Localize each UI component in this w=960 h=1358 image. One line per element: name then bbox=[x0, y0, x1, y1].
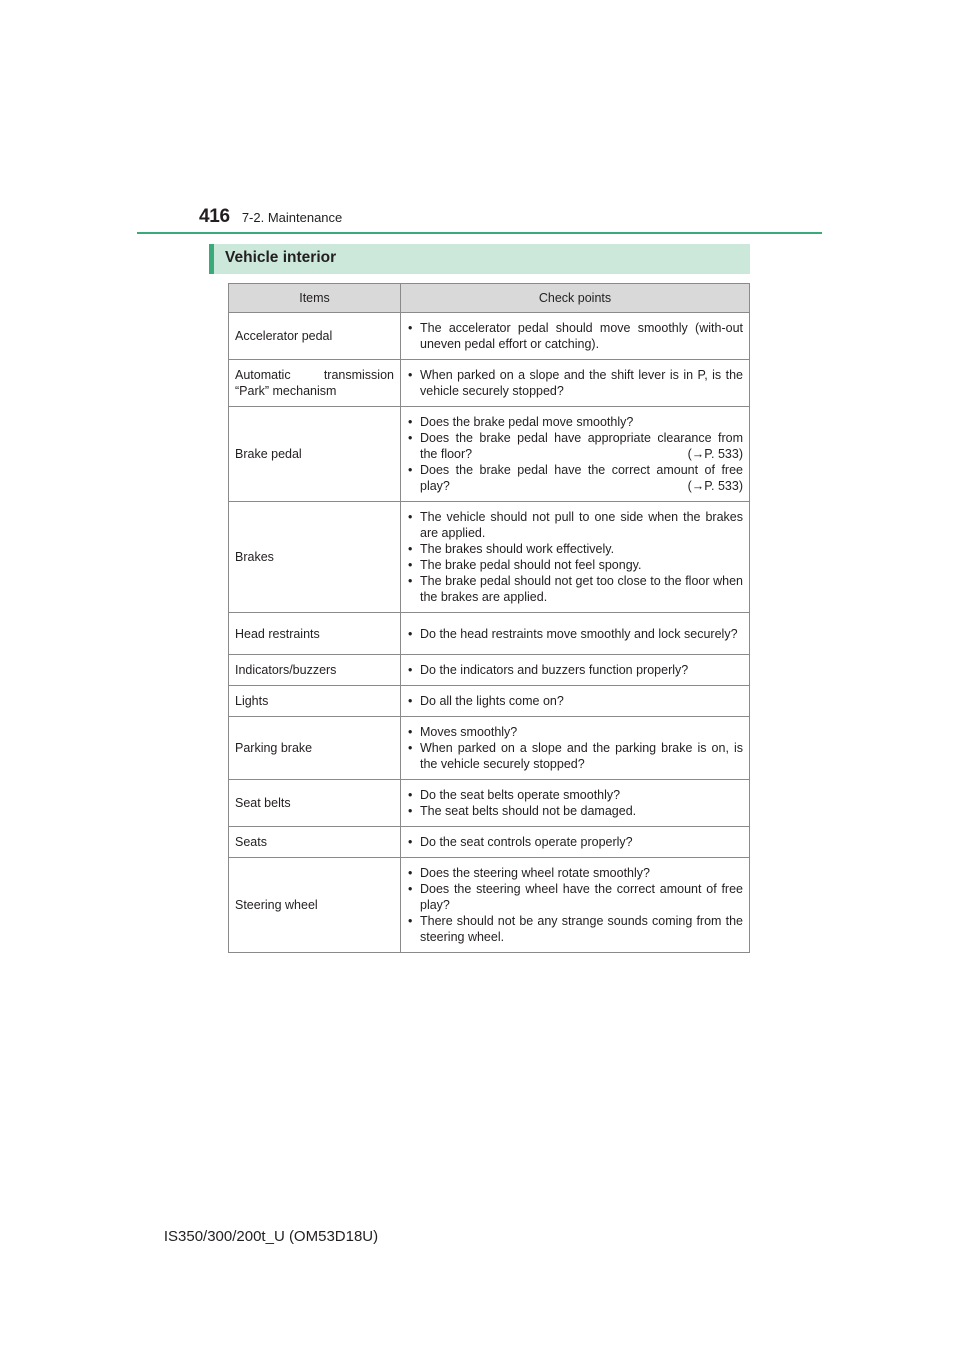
check-point-list bbox=[407, 320, 743, 352]
band-title: Vehicle interior bbox=[225, 249, 337, 266]
column-header-items: Items bbox=[229, 284, 401, 313]
row-item-label: Seat belts bbox=[229, 780, 401, 827]
check-point-list bbox=[407, 787, 743, 819]
check-point-list bbox=[407, 865, 743, 945]
check-table bbox=[228, 283, 750, 953]
check-point-item bbox=[407, 462, 743, 494]
table-row bbox=[229, 858, 750, 953]
table-row bbox=[229, 780, 750, 827]
check-point-text: Do the indicators and buzzers function properly? bbox=[420, 663, 689, 677]
table-header-row bbox=[229, 284, 750, 313]
row-check-points bbox=[401, 313, 750, 360]
check-point-text: The brake pedal should not feel spongy. bbox=[420, 558, 642, 572]
table-row bbox=[229, 717, 750, 780]
row-item-label: Seats bbox=[229, 827, 401, 858]
row-check-points bbox=[401, 717, 750, 780]
check-point-list bbox=[407, 693, 743, 709]
check-point-list bbox=[407, 509, 743, 605]
row-item-label: Brake pedal bbox=[229, 407, 401, 502]
check-point-text: Does the steering wheel have the correct amount of free play? bbox=[420, 882, 743, 912]
check-point-text: Does the brake pedal have the correct amount of free play? bbox=[420, 463, 743, 493]
check-point-item bbox=[407, 740, 743, 772]
page-reference: (→P. 533) bbox=[687, 479, 743, 493]
check-point-item bbox=[407, 881, 743, 913]
table-row bbox=[229, 613, 750, 655]
check-point-text: Does the steering wheel rotate smoothly? bbox=[420, 866, 650, 880]
check-point-list bbox=[407, 662, 743, 678]
check-point-item bbox=[407, 367, 743, 399]
table-body bbox=[229, 313, 750, 953]
row-item-label: Brakes bbox=[229, 502, 401, 613]
table-row bbox=[229, 502, 750, 613]
row-check-points bbox=[401, 686, 750, 717]
check-point-list bbox=[407, 367, 743, 399]
row-item-label: Parking brake bbox=[229, 717, 401, 780]
row-item-label: Automatic transmission “Park” mechanism bbox=[229, 360, 401, 407]
model-code: IS350/300/200t_U (OM53D18U) bbox=[163, 1228, 379, 1245]
table-row bbox=[229, 655, 750, 686]
check-point-text: Do the head restraints move smoothly and lock securely? bbox=[420, 626, 738, 641]
table-row bbox=[229, 407, 750, 502]
check-point-item bbox=[407, 320, 743, 352]
row-check-points bbox=[401, 502, 750, 613]
check-point-list bbox=[407, 834, 743, 850]
row-check-points bbox=[401, 858, 750, 953]
row-check-points bbox=[401, 613, 750, 655]
check-point-text: There should not be any strange sounds coming from the steering wheel. bbox=[420, 914, 743, 944]
row-item-label: Steering wheel bbox=[229, 858, 401, 953]
check-point-item bbox=[407, 541, 743, 557]
check-point-item bbox=[407, 626, 743, 642]
check-point-text: The brakes should work effectively. bbox=[420, 542, 615, 556]
check-point-text: Do the seat controls operate properly? bbox=[420, 835, 633, 849]
check-point-text: When parked on a slope and the parking brake is on, is the vehicle securely stopped? bbox=[420, 741, 743, 771]
check-point-text: The brake pedal should not get too close to the floor when the brakes are applied. bbox=[420, 574, 743, 604]
check-point-text: The accelerator pedal should move smoothly (with-out uneven pedal effort or catching). bbox=[420, 321, 743, 351]
row-item-label: Head restraints bbox=[229, 613, 401, 655]
table-row bbox=[229, 827, 750, 858]
check-point-item bbox=[407, 865, 743, 881]
row-check-points bbox=[401, 780, 750, 827]
check-point-item bbox=[407, 913, 743, 945]
check-point-item bbox=[407, 557, 743, 573]
check-point-text: Do the seat belts operate smoothly? bbox=[420, 788, 621, 802]
check-point-item bbox=[407, 724, 743, 740]
check-point-item bbox=[407, 834, 743, 850]
check-point-text: Do all the lights come on? bbox=[420, 694, 564, 708]
table-row bbox=[229, 313, 750, 360]
page-header bbox=[199, 206, 342, 228]
check-point-item bbox=[407, 509, 743, 541]
check-point-text: Does the brake pedal have appropriate clearance from the floor? bbox=[420, 431, 743, 461]
check-point-text: Moves smoothly? bbox=[420, 725, 518, 739]
row-check-points bbox=[401, 360, 750, 407]
check-point-item bbox=[407, 573, 743, 605]
check-point-item bbox=[407, 414, 743, 430]
check-point-item bbox=[407, 693, 743, 709]
row-check-points bbox=[401, 407, 750, 502]
check-point-text: The seat belts should not be damaged. bbox=[420, 804, 637, 818]
row-item-label: Indicators/buzzers bbox=[229, 655, 401, 686]
check-point-item bbox=[407, 803, 743, 819]
page-number: 416 bbox=[199, 206, 230, 227]
check-point-item bbox=[407, 787, 743, 803]
table-row bbox=[229, 360, 750, 407]
section-band bbox=[209, 244, 750, 274]
check-point-text: Does the brake pedal move smoothly? bbox=[420, 415, 634, 429]
page-reference: (→P. 533) bbox=[687, 447, 743, 461]
column-header-check-points: Check points bbox=[401, 284, 750, 313]
check-point-list bbox=[407, 626, 743, 642]
check-point-item bbox=[407, 662, 743, 678]
row-item-label: Accelerator pedal bbox=[229, 313, 401, 360]
check-point-item bbox=[407, 430, 743, 462]
check-point-text: When parked on a slope and the shift lever is in P, is the vehicle securely stopped? bbox=[420, 368, 743, 398]
table-row bbox=[229, 686, 750, 717]
row-item-label: Lights bbox=[229, 686, 401, 717]
row-check-points bbox=[401, 827, 750, 858]
page-footer bbox=[0, 1228, 960, 1245]
header-rule bbox=[137, 232, 822, 234]
row-check-points bbox=[401, 655, 750, 686]
check-point-text: The vehicle should not pull to one side when the brakes are applied. bbox=[420, 510, 743, 540]
check-point-list bbox=[407, 724, 743, 772]
check-point-list bbox=[407, 414, 743, 494]
section-title: 7-2. Maintenance bbox=[241, 210, 343, 225]
